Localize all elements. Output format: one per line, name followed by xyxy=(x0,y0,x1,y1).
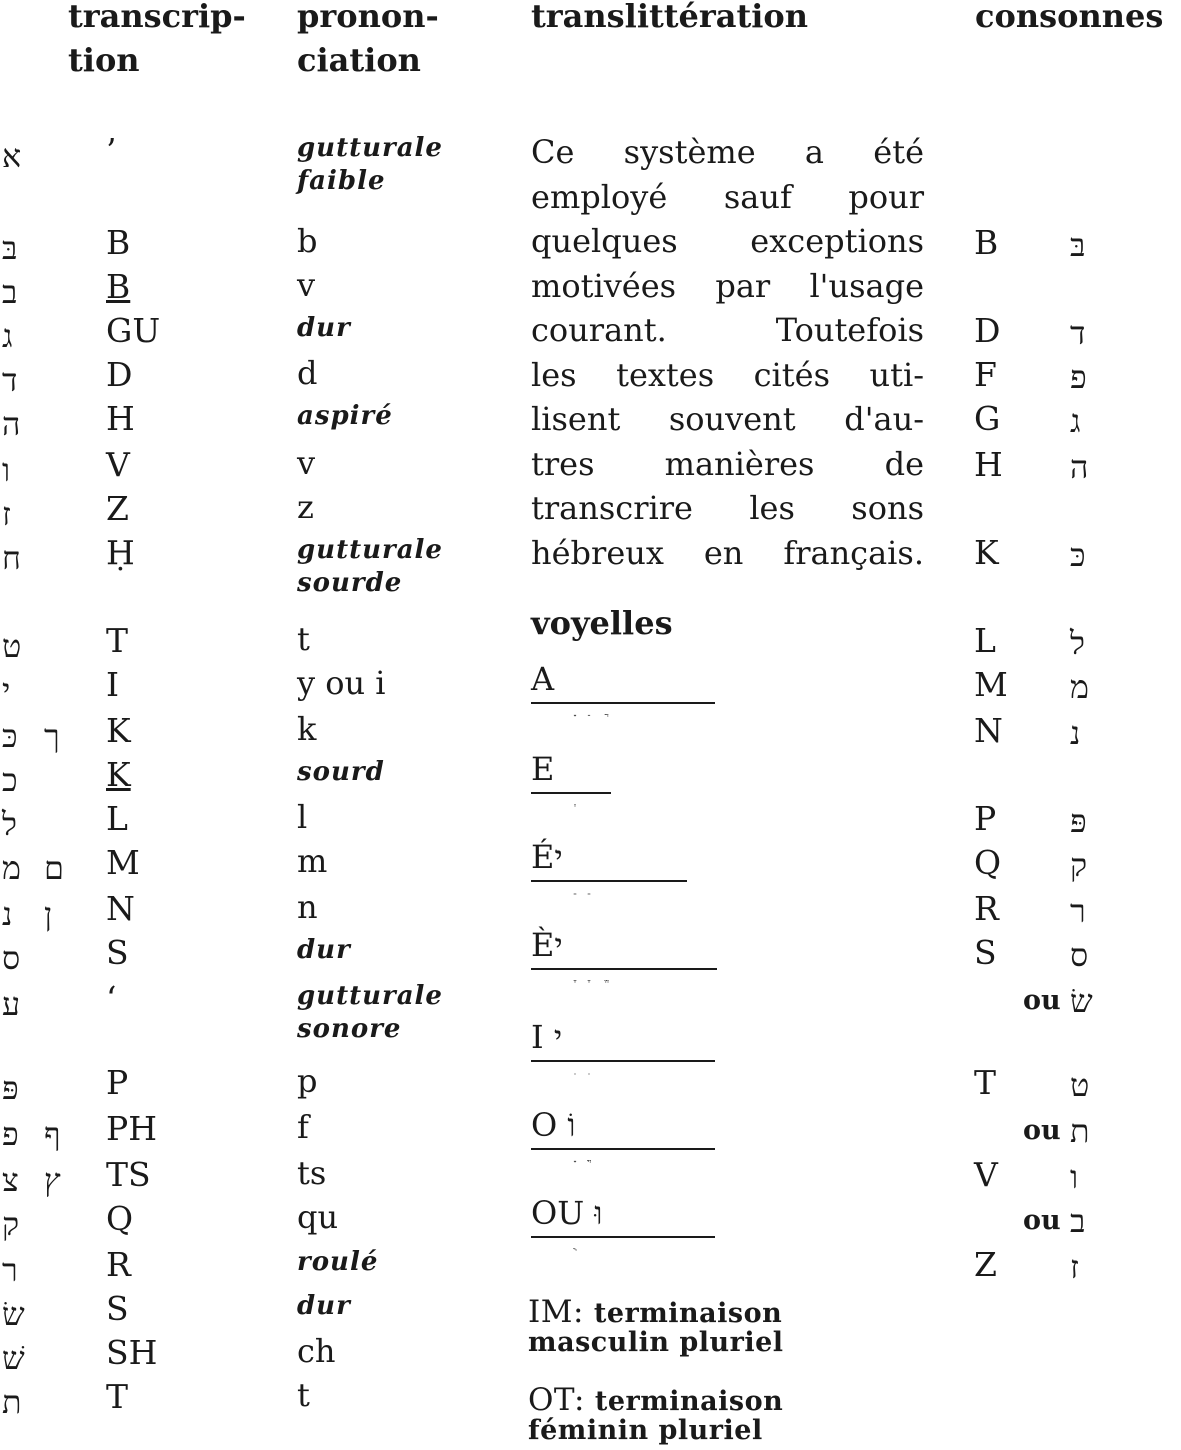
transcription-cell: K xyxy=(106,755,131,794)
consonne-hebrew: ז xyxy=(1070,1248,1079,1286)
hebrew-letter: ס xyxy=(2,939,21,977)
consonne-latin: M xyxy=(974,665,1008,704)
prononciation-cell: dur xyxy=(297,935,351,965)
hebrew-letter: ת xyxy=(2,1383,22,1421)
prononciation-cell: aspiré xyxy=(297,401,393,431)
consonne-hebrew: כּ xyxy=(1070,536,1086,574)
prononciation-cell: z xyxy=(297,488,314,526)
consonne-hebrew: ר xyxy=(1070,892,1086,930)
header-consonnes: consonnes xyxy=(975,0,1164,35)
paragraph-line: employé sauf pour xyxy=(531,177,924,216)
transcription-cell: S xyxy=(106,1289,129,1328)
note-im xyxy=(528,1294,784,1358)
prononciation-cell: sourd xyxy=(297,757,385,787)
prononciation-cell: n xyxy=(297,888,318,926)
prononciation-cell: ts xyxy=(297,1154,327,1192)
prononciation-cell: v xyxy=(297,444,316,482)
prononciation-cell: k xyxy=(297,710,317,748)
vowel-underline xyxy=(531,792,611,794)
transcription-cell: M xyxy=(106,843,140,882)
translitteration-paragraph xyxy=(531,130,924,575)
transcription-cell: D xyxy=(106,355,133,394)
prononciation-cell: l xyxy=(297,798,308,836)
prononciation-cell: gutturale sourde xyxy=(297,535,443,598)
vowel-label: I י xyxy=(531,1018,563,1056)
hebrew-final-letter: ן xyxy=(44,895,53,933)
hebrew-letter: פ xyxy=(2,1115,19,1153)
hebrew-final-letter: ך xyxy=(44,717,60,755)
prononciation-cell: roulé xyxy=(297,1247,379,1277)
hebrew-letter: שׂ xyxy=(2,1295,25,1333)
consonne-latin: V xyxy=(974,1155,998,1194)
vowel-marks: ְ xyxy=(575,792,589,808)
consonne-hebrew: ת xyxy=(1070,1112,1090,1150)
prononciation-cell: gutturale faible xyxy=(297,133,443,196)
transcription-cell: SH xyxy=(106,1333,158,1372)
consonne-latin: H xyxy=(974,445,1003,484)
hebrew-letter: נ xyxy=(2,895,13,933)
hebrew-letter: ח xyxy=(2,539,21,577)
hebrew-letter: שׁ xyxy=(2,1339,25,1377)
hebrew-letter: פּ xyxy=(2,1069,19,1107)
header-transcription: transcrip- tion xyxy=(68,0,246,79)
hebrew-final-letter: ץ xyxy=(44,1161,61,1199)
consonne-latin: P xyxy=(974,799,997,838)
hebrew-letter: א xyxy=(2,137,22,175)
hebrew-letter: ז xyxy=(2,495,11,533)
vowel-marks: ֵ ֵ xyxy=(575,880,607,896)
prononciation-cell: dur xyxy=(297,1291,351,1321)
header-translitteration: translittération xyxy=(531,0,809,35)
consonne-hebrew: ו xyxy=(1070,1158,1079,1196)
consonne-hebrew: ס xyxy=(1070,936,1089,974)
consonne-hebrew: מ xyxy=(1070,668,1089,706)
consonne-latin: K xyxy=(974,533,999,572)
vowel-underline xyxy=(531,1236,715,1238)
hebrew-letter: צ xyxy=(2,1161,19,1199)
consonne-latin: D xyxy=(974,311,1001,350)
paragraph-line: lisent souvent d'au- xyxy=(531,400,924,438)
consonne-hebrew: נ xyxy=(1070,714,1081,752)
paragraph-line: les textes cités uti- xyxy=(531,355,924,394)
paragraph-line: hébreux en français. xyxy=(531,533,924,572)
hebrew-letter: ה xyxy=(2,405,21,443)
consonne-hebrew: ד xyxy=(1070,314,1086,352)
vowel-label: E xyxy=(531,750,555,788)
prononciation-cell: gutturale sonore xyxy=(297,981,443,1044)
transcription-cell: TS xyxy=(106,1155,151,1194)
vowel-marks: ִ ִ xyxy=(575,1060,607,1076)
vowel-underline xyxy=(531,1060,715,1062)
transcription-cell: ‘ xyxy=(106,979,117,1018)
consonne-hebrew: ק xyxy=(1070,846,1088,884)
transcription-cell: Z xyxy=(106,489,129,528)
hebrew-letter: בּ xyxy=(2,229,18,267)
prononciation-cell: v xyxy=(297,266,316,304)
hebrew-letter: מ xyxy=(2,849,21,887)
paragraph-line: transcrire les sons xyxy=(531,489,924,527)
vowel-marks: ָ ֳ xyxy=(575,1148,607,1164)
transcription-cell: I xyxy=(106,665,120,704)
consonne-ou: ou xyxy=(1023,1205,1061,1236)
consonne-hebrew: ה xyxy=(1070,448,1089,486)
paragraph-line: courant. Toutefois xyxy=(531,311,924,349)
transcription-cell: T xyxy=(106,1377,129,1416)
prononciation-cell: y ou i xyxy=(297,664,386,702)
prononciation-cell: f xyxy=(297,1108,309,1146)
transcription-cell: S xyxy=(106,933,129,972)
hebrew-final-letter: ף xyxy=(44,1115,61,1153)
hebrew-letter: ק xyxy=(2,1205,20,1243)
consonne-latin: S xyxy=(974,933,997,972)
transcription-cell: B xyxy=(106,223,131,262)
vowel-marks: ֶ ֶ ֱ xyxy=(575,968,624,984)
hebrew-letter: ב xyxy=(2,273,18,311)
vowel-underline xyxy=(531,880,687,882)
transcription-cell: GU xyxy=(106,311,161,350)
consonne-hebrew: בּ xyxy=(1070,226,1086,264)
consonne-hebrew: ל xyxy=(1070,624,1085,662)
hebrew-final-letter: ם xyxy=(44,849,64,887)
vowel-label: Èי xyxy=(531,926,563,964)
vowel-underline xyxy=(531,1148,715,1150)
hebrew-letter: כ xyxy=(2,761,18,799)
transcription-cell: Q xyxy=(106,1199,134,1238)
transcription-cell: K xyxy=(106,711,131,750)
prononciation-cell: t xyxy=(297,1376,310,1414)
vowel-label: O וֹ xyxy=(531,1106,576,1144)
note-ot xyxy=(528,1382,784,1446)
hebrew-letter: ו xyxy=(2,451,11,489)
consonne-ou: ou xyxy=(1023,985,1061,1016)
paragraph-line: motivées par l'usage xyxy=(531,266,924,305)
consonne-hebrew: ג xyxy=(1070,402,1081,440)
hebrew-letter: ע xyxy=(2,985,21,1023)
prononciation-cell: d xyxy=(297,354,318,392)
consonne-latin: R xyxy=(974,889,999,928)
vowel-marks: ָ ַ ֲ xyxy=(575,702,624,718)
consonne-hebrew: פ xyxy=(1070,358,1087,396)
prononciation-cell: b xyxy=(297,222,318,260)
transcription-cell: B xyxy=(106,267,131,306)
consonne-hebrew: ב xyxy=(1070,1202,1086,1240)
hebrew-letter: כּ xyxy=(2,717,18,755)
transcription-cell: Ḥ xyxy=(106,533,135,572)
consonne-latin: Z xyxy=(974,1245,997,1284)
consonne-latin: G xyxy=(974,399,1001,438)
vowel-underline xyxy=(531,968,717,970)
transcription-cell: R xyxy=(106,1245,131,1284)
paragraph-line: Ce système a été xyxy=(531,133,924,171)
vowel-label: A xyxy=(531,660,555,698)
consonne-latin: Q xyxy=(974,843,1002,882)
prononciation-cell: t xyxy=(297,620,310,658)
prononciation-cell: m xyxy=(297,842,328,880)
transcription-cell: PH xyxy=(106,1109,157,1148)
vowel-label: OU וּ xyxy=(531,1194,603,1232)
consonne-latin: N xyxy=(974,711,1003,750)
transcription-cell: N xyxy=(106,889,135,928)
consonne-ou: ou xyxy=(1023,1115,1061,1146)
note-abbr: OT: xyxy=(528,1382,585,1418)
note-line2: féminin pluriel xyxy=(528,1415,763,1446)
hebrew-letter: ל xyxy=(2,805,17,843)
consonne-latin: T xyxy=(974,1063,997,1102)
consonne-latin: L xyxy=(974,621,996,660)
transcription-cell: H xyxy=(106,399,135,438)
prononciation-cell: qu xyxy=(297,1198,339,1236)
note-text: terminaison xyxy=(593,1298,783,1329)
hebrew-letter: י xyxy=(2,671,11,709)
consonne-hebrew: שׂ xyxy=(1070,982,1093,1020)
note-line2: masculin pluriel xyxy=(528,1327,784,1358)
hebrew-letter: ד xyxy=(2,361,18,399)
header-prononciation: pronon- ciation xyxy=(297,0,439,79)
transcription-cell: L xyxy=(106,799,128,838)
consonne-latin: B xyxy=(974,223,999,262)
consonne-hebrew: ט xyxy=(1070,1066,1090,1104)
consonne-latin: F xyxy=(974,355,997,394)
hebrew-letter: ט xyxy=(2,627,22,665)
paragraph-line: quelques exceptions xyxy=(531,222,924,260)
prononciation-cell: dur xyxy=(297,313,351,343)
vowel-label: Éי xyxy=(531,838,563,876)
transcription-cell: ’ xyxy=(106,131,117,170)
vowel-marks: ֻ xyxy=(575,1236,589,1252)
prononciation-cell: p xyxy=(297,1062,318,1100)
transcription-cell: V xyxy=(106,445,130,484)
note-abbr: IM: xyxy=(528,1294,584,1330)
prononciation-cell: ch xyxy=(297,1332,336,1370)
transcription-cell: P xyxy=(106,1063,129,1102)
hebrew-letter: ג xyxy=(2,317,13,355)
paragraph-line: tres manières de xyxy=(531,444,924,483)
transcription-cell: T xyxy=(106,621,129,660)
note-text: terminaison xyxy=(594,1386,784,1417)
hebrew-letter: ר xyxy=(2,1251,18,1289)
consonne-hebrew: פּ xyxy=(1070,802,1087,840)
voyelles-heading: voyelles xyxy=(531,604,673,642)
